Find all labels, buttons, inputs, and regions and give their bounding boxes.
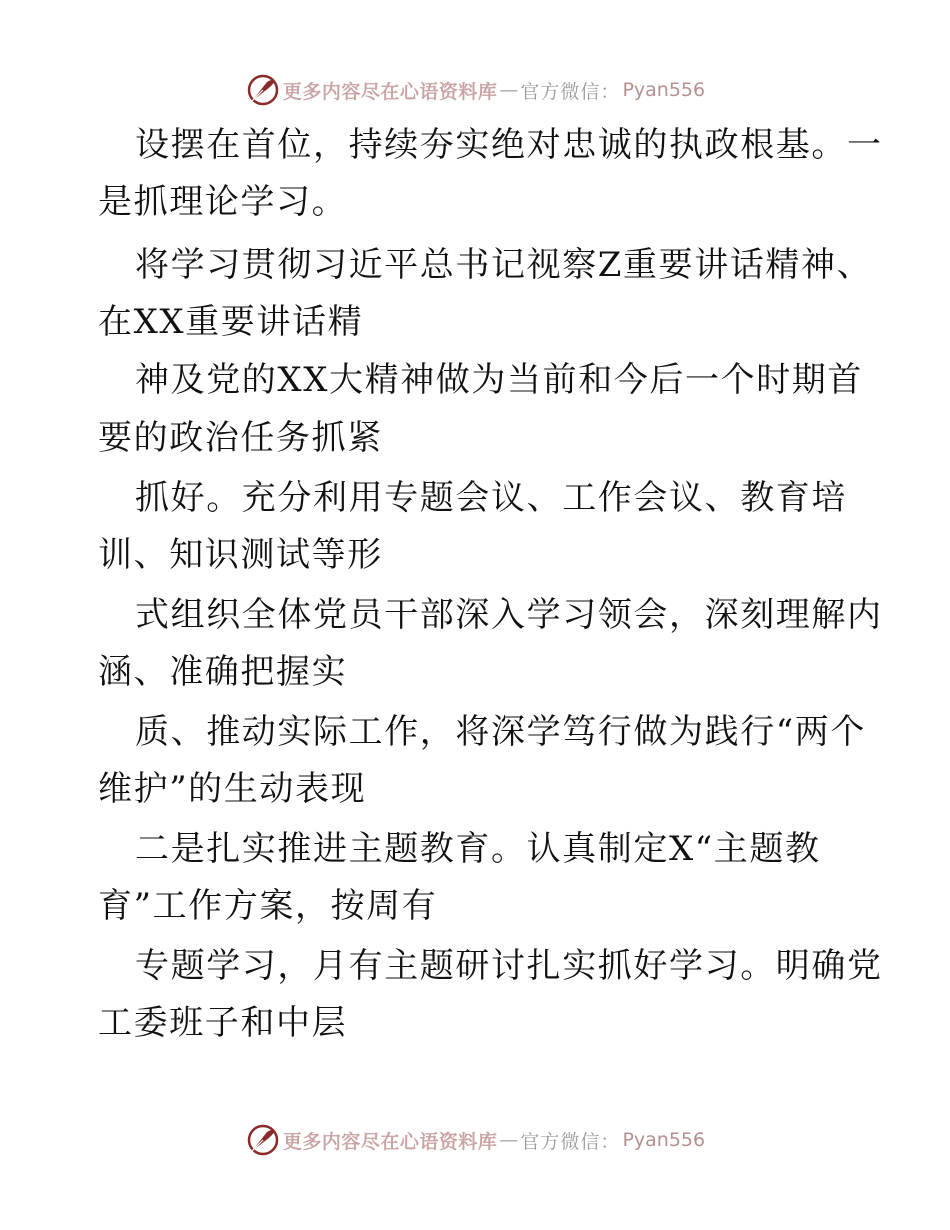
quill-pen-logo-icon — [245, 72, 281, 108]
watermark-separator: — — [499, 1129, 517, 1151]
paragraph-line: 在XX重要讲话精 — [98, 302, 364, 342]
paragraph-line: 是抓理论学习。 — [98, 182, 348, 222]
paragraph-line: 质、推动实际工作，将深学笃行做为践行“两个 — [135, 712, 866, 752]
paragraph-line: 将学习贯彻习近平总书记视察Z重要讲话精神、 — [135, 245, 873, 285]
watermark-label: 官方微信： — [520, 1130, 621, 1153]
paragraph-line: 专题学习，月有主题研讨扎实抓好学习。明确党 — [135, 946, 883, 986]
paragraph-line: 维护”的生动表现 — [98, 769, 367, 809]
watermark-site-text: 更多内容尽在心语资料库 — [282, 1130, 498, 1153]
paragraph-line: 式组织全体党员干部深入学习领会，深刻理解内 — [135, 595, 883, 635]
paragraph-line: 神及党的XX大精神做为当前和今后一个时期首 — [135, 360, 864, 400]
paragraph-line: 训、知识测试等形 — [98, 535, 383, 575]
footer-watermark — [0, 1120, 950, 1160]
watermark-wechat-id: Pyan556 — [622, 79, 706, 101]
paragraph-line: 要的政治任务抓紧 — [98, 418, 383, 458]
watermark-label: 官方微信： — [520, 80, 621, 103]
paragraph-line: 二是扎实推进主题教育。认真制定X“主题教 — [135, 829, 821, 869]
header-watermark — [0, 70, 950, 110]
watermark-site-text: 更多内容尽在心语资料库 — [282, 80, 498, 103]
paragraph-line: 工委班子和中层 — [98, 1003, 348, 1043]
paragraph-line: 涵、准确把握实 — [98, 652, 348, 692]
watermark-wechat-id: Pyan556 — [622, 1129, 706, 1151]
paragraph-line: 育”工作方案，按周有 — [98, 886, 438, 926]
watermark-separator: — — [499, 79, 517, 101]
paragraph-line: 设摆在首位，持续夯实绝对忠诚的执政根基。一 — [135, 125, 883, 165]
quill-pen-logo-icon — [245, 1122, 281, 1158]
paragraph-line: 抓好。充分利用专题会议、工作会议、教育培 — [135, 478, 847, 518]
